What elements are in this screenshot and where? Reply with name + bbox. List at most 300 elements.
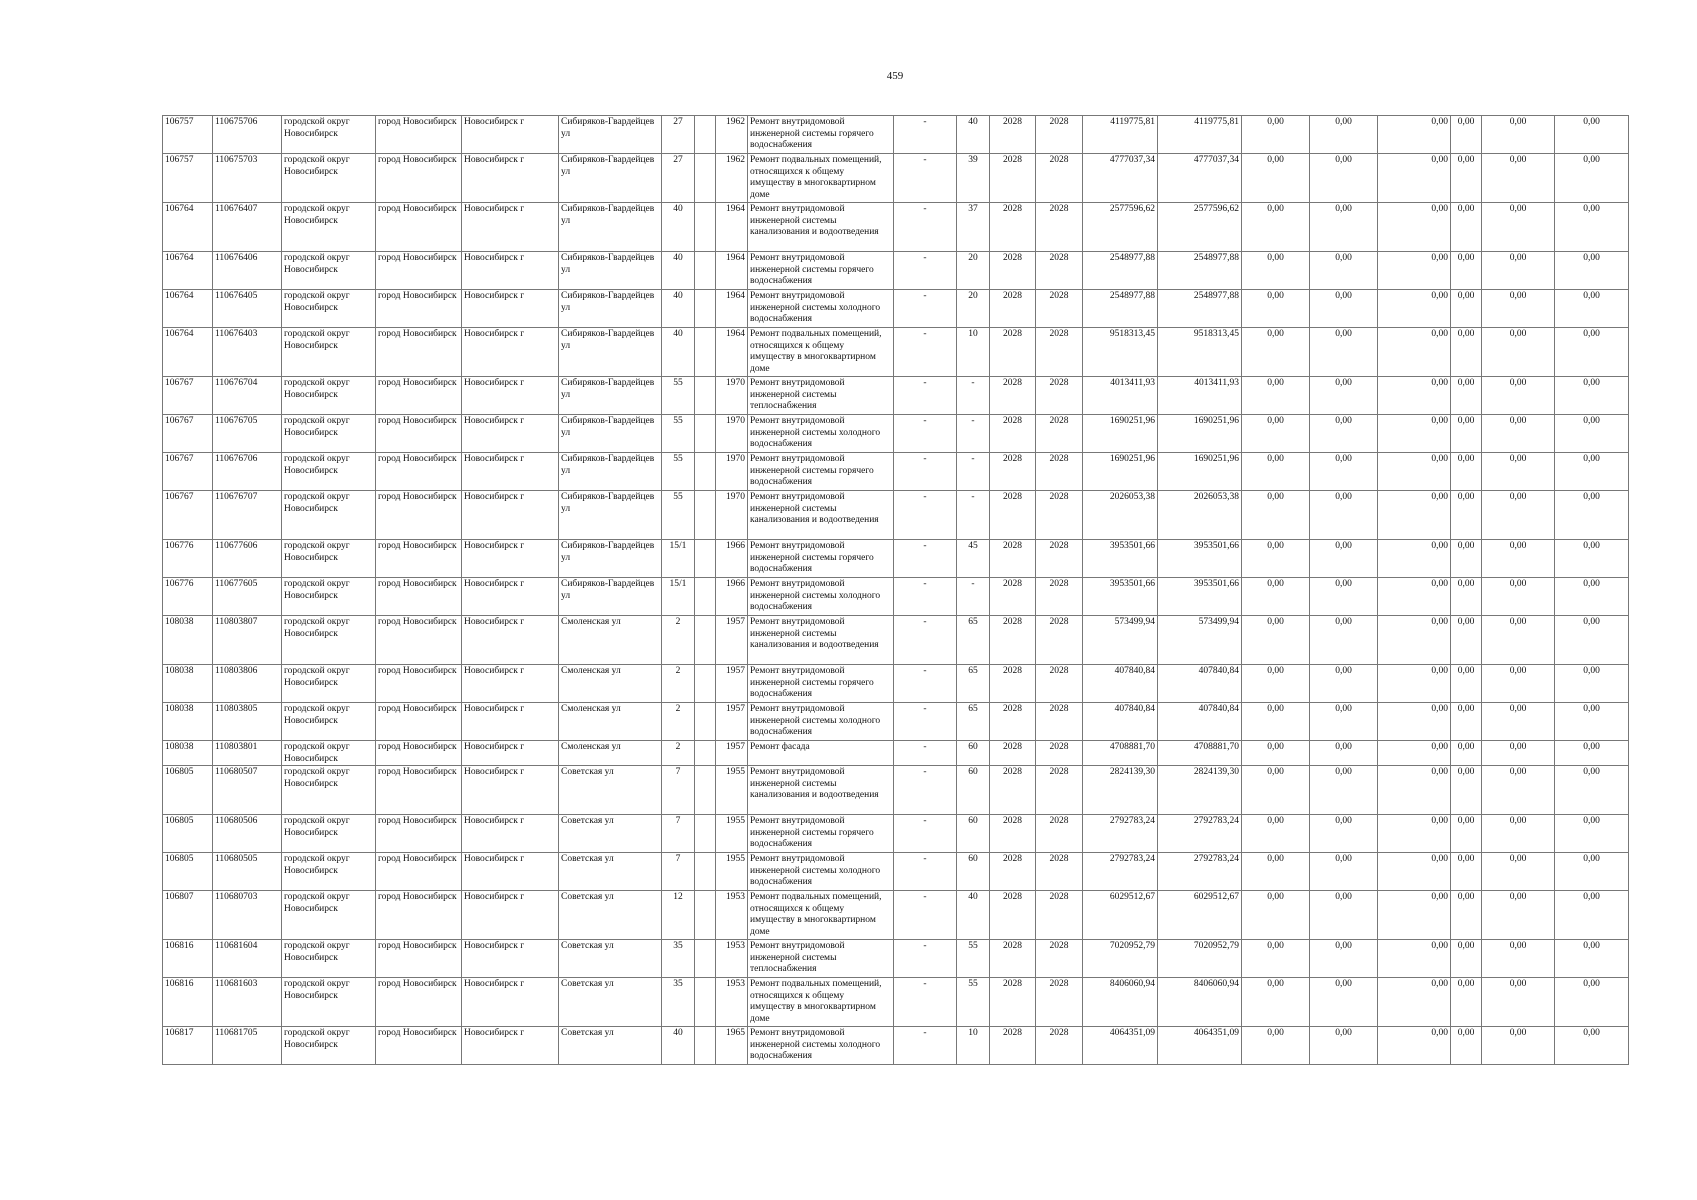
cost-c19-cell: 0,00 — [1378, 328, 1451, 377]
municipal-district-cell: городской округ Новосибирск — [282, 154, 376, 203]
year-end-cell: 2028 — [1036, 616, 1083, 665]
house-number-cell: 7 — [662, 766, 695, 815]
col11-cell: - — [894, 540, 957, 578]
year-start-cell: 2028 — [990, 1027, 1036, 1065]
house-number-cell: 27 — [662, 154, 695, 203]
locality-cell: Новосибирск г — [462, 203, 559, 252]
work-type-cell: Ремонт подвальных помещений, относящихся к общему имуществу в многоквартирном доме — [748, 328, 894, 377]
building-cell — [695, 741, 716, 766]
municipal-district-cell: городской округ Новосибирск — [282, 978, 376, 1027]
street-cell: Сибиряков-Гвардейцев ул — [559, 290, 662, 328]
house-id-cell: 106764 — [163, 290, 213, 328]
street-cell: Сибиряков-Гвардейцев ул — [559, 491, 662, 540]
settlement-cell: город Новосибирск — [376, 978, 462, 1027]
building-cell — [695, 665, 716, 703]
cost-total-cell: 6029512,67 — [1083, 891, 1158, 940]
cost-c20-cell: 0,00 — [1451, 741, 1482, 766]
year-start-cell: 2028 — [990, 540, 1036, 578]
building-cell — [695, 453, 716, 491]
cost-total-cell: 3953501,66 — [1083, 540, 1158, 578]
building-cell — [695, 154, 716, 203]
cost-fund-cell: 6029512,67 — [1158, 891, 1242, 940]
settlement-cell: город Новосибирск — [376, 203, 462, 252]
year-end-cell: 2028 — [1036, 453, 1083, 491]
year-start-cell: 2028 — [990, 203, 1036, 252]
cost-c20-cell: 0,00 — [1451, 540, 1482, 578]
col11-cell: - — [894, 377, 957, 415]
year-built-cell: 1964 — [716, 252, 748, 290]
cost-c22-cell: 0,00 — [1555, 1027, 1629, 1065]
building-cell — [695, 377, 716, 415]
work-type-cell: Ремонт внутридомовой инженерной системы горячего водоснабжения — [748, 116, 894, 154]
cost-fund-cell: 573499,94 — [1158, 616, 1242, 665]
cost-c18-cell: 0,00 — [1310, 665, 1378, 703]
work-type-cell: Ремонт внутридомовой инженерной системы канализования и водоотведения — [748, 616, 894, 665]
house-id-cell: 106805 — [163, 853, 213, 891]
work-type-cell: Ремонт внутридомовой инженерной системы холодного водоснабжения — [748, 290, 894, 328]
cost-c20-cell: 0,00 — [1451, 290, 1482, 328]
locality-cell: Новосибирск г — [462, 491, 559, 540]
cost-c17-cell: 0,00 — [1242, 377, 1310, 415]
work-id-cell: 110680505 — [213, 853, 282, 891]
work-type-cell: Ремонт внутридомовой инженерной системы горячего водоснабжения — [748, 665, 894, 703]
year-end-cell: 2028 — [1036, 252, 1083, 290]
settlement-cell: город Новосибирск — [376, 1027, 462, 1065]
col11-cell: - — [894, 766, 957, 815]
building-cell — [695, 616, 716, 665]
cost-c20-cell: 0,00 — [1451, 328, 1482, 377]
year-built-cell: 1957 — [716, 703, 748, 741]
settlement-cell: город Новосибирск — [376, 766, 462, 815]
table-row — [163, 491, 1629, 540]
cost-c17-cell: 0,00 — [1242, 154, 1310, 203]
house-number-cell: 2 — [662, 616, 695, 665]
work-id-cell: 110676406 — [213, 252, 282, 290]
cost-c22-cell: 0,00 — [1555, 290, 1629, 328]
wear-percent-cell: 45 — [957, 540, 990, 578]
cost-c19-cell: 0,00 — [1378, 1027, 1451, 1065]
settlement-cell: город Новосибирск — [376, 377, 462, 415]
year-end-cell: 2028 — [1036, 703, 1083, 741]
repair-schedule-table — [162, 115, 1629, 1065]
municipal-district-cell: городской округ Новосибирск — [282, 891, 376, 940]
cost-c18-cell: 0,00 — [1310, 853, 1378, 891]
street-cell: Советская ул — [559, 978, 662, 1027]
cost-c18-cell: 0,00 — [1310, 891, 1378, 940]
cost-fund-cell: 4013411,93 — [1158, 377, 1242, 415]
work-id-cell: 110676706 — [213, 453, 282, 491]
year-start-cell: 2028 — [990, 377, 1036, 415]
cost-total-cell: 2792783,24 — [1083, 815, 1158, 853]
settlement-cell: город Новосибирск — [376, 741, 462, 766]
cost-fund-cell: 4064351,09 — [1158, 1027, 1242, 1065]
municipal-district-cell: городской округ Новосибирск — [282, 415, 376, 453]
wear-percent-cell: - — [957, 415, 990, 453]
locality-cell: Новосибирск г — [462, 290, 559, 328]
street-cell: Смоленская ул — [559, 703, 662, 741]
municipal-district-cell: городской округ Новосибирск — [282, 252, 376, 290]
work-id-cell: 110803807 — [213, 616, 282, 665]
year-built-cell: 1966 — [716, 578, 748, 616]
wear-percent-cell: - — [957, 453, 990, 491]
cost-c21-cell: 0,00 — [1482, 415, 1555, 453]
cost-c19-cell: 0,00 — [1378, 891, 1451, 940]
building-cell — [695, 578, 716, 616]
year-end-cell: 2028 — [1036, 766, 1083, 815]
street-cell: Советская ул — [559, 940, 662, 978]
work-id-cell: 110675703 — [213, 154, 282, 203]
table-row — [163, 578, 1629, 616]
cost-c17-cell: 0,00 — [1242, 741, 1310, 766]
house-number-cell: 7 — [662, 853, 695, 891]
cost-c18-cell: 0,00 — [1310, 616, 1378, 665]
work-id-cell: 110680507 — [213, 766, 282, 815]
cost-c22-cell: 0,00 — [1555, 891, 1629, 940]
wear-percent-cell: 10 — [957, 328, 990, 377]
settlement-cell: город Новосибирск — [376, 154, 462, 203]
work-type-cell: Ремонт подвальных помещений, относящихся к общему имуществу в многоквартирном доме — [748, 978, 894, 1027]
cost-c20-cell: 0,00 — [1451, 815, 1482, 853]
house-id-cell: 106767 — [163, 491, 213, 540]
cost-fund-cell: 4119775,81 — [1158, 116, 1242, 154]
wear-percent-cell: - — [957, 578, 990, 616]
cost-c18-cell: 0,00 — [1310, 703, 1378, 741]
year-start-cell: 2028 — [990, 154, 1036, 203]
col11-cell: - — [894, 578, 957, 616]
year-start-cell: 2028 — [990, 578, 1036, 616]
work-type-cell: Ремонт внутридомовой инженерной системы холодного водоснабжения — [748, 578, 894, 616]
cost-c18-cell: 0,00 — [1310, 578, 1378, 616]
house-id-cell: 106764 — [163, 328, 213, 377]
street-cell: Смоленская ул — [559, 665, 662, 703]
cost-c17-cell: 0,00 — [1242, 203, 1310, 252]
settlement-cell: город Новосибирск — [376, 415, 462, 453]
cost-c21-cell: 0,00 — [1482, 290, 1555, 328]
work-type-cell: Ремонт подвальных помещений, относящихся к общему имуществу в многоквартирном доме — [748, 891, 894, 940]
cost-fund-cell: 3953501,66 — [1158, 578, 1242, 616]
cost-total-cell: 2577596,62 — [1083, 203, 1158, 252]
house-id-cell: 106757 — [163, 116, 213, 154]
cost-c21-cell: 0,00 — [1482, 766, 1555, 815]
cost-c22-cell: 0,00 — [1555, 377, 1629, 415]
col11-cell: - — [894, 853, 957, 891]
cost-c18-cell: 0,00 — [1310, 978, 1378, 1027]
cost-fund-cell: 4708881,70 — [1158, 741, 1242, 766]
work-id-cell: 110675706 — [213, 116, 282, 154]
col11-cell: - — [894, 415, 957, 453]
work-type-cell: Ремонт внутридомовой инженерной системы горячего водоснабжения — [748, 453, 894, 491]
table-row — [163, 616, 1629, 665]
settlement-cell: город Новосибирск — [376, 290, 462, 328]
wear-percent-cell: - — [957, 491, 990, 540]
cost-c20-cell: 0,00 — [1451, 665, 1482, 703]
work-type-cell: Ремонт внутридомовой инженерной системы теплоснабжения — [748, 377, 894, 415]
year-end-cell: 2028 — [1036, 1027, 1083, 1065]
year-built-cell: 1964 — [716, 203, 748, 252]
cost-c20-cell: 0,00 — [1451, 1027, 1482, 1065]
table-row — [163, 540, 1629, 578]
municipal-district-cell: городской округ Новосибирск — [282, 203, 376, 252]
table-row — [163, 703, 1629, 741]
year-end-cell: 2028 — [1036, 154, 1083, 203]
wear-percent-cell: 65 — [957, 703, 990, 741]
year-end-cell: 2028 — [1036, 328, 1083, 377]
building-cell — [695, 766, 716, 815]
wear-percent-cell: 10 — [957, 1027, 990, 1065]
year-end-cell: 2028 — [1036, 116, 1083, 154]
cost-c20-cell: 0,00 — [1451, 616, 1482, 665]
year-end-cell: 2028 — [1036, 815, 1083, 853]
municipal-district-cell: городской округ Новосибирск — [282, 540, 376, 578]
table-row — [163, 1027, 1629, 1065]
street-cell: Сибиряков-Гвардейцев ул — [559, 252, 662, 290]
house-number-cell: 12 — [662, 891, 695, 940]
cost-total-cell: 4708881,70 — [1083, 741, 1158, 766]
table-row — [163, 290, 1629, 328]
cost-c17-cell: 0,00 — [1242, 891, 1310, 940]
cost-total-cell: 4013411,93 — [1083, 377, 1158, 415]
cost-c18-cell: 0,00 — [1310, 116, 1378, 154]
col11-cell: - — [894, 491, 957, 540]
cost-c17-cell: 0,00 — [1242, 766, 1310, 815]
house-number-cell: 40 — [662, 203, 695, 252]
house-id-cell: 106767 — [163, 415, 213, 453]
building-cell — [695, 203, 716, 252]
cost-c20-cell: 0,00 — [1451, 116, 1482, 154]
year-end-cell: 2028 — [1036, 665, 1083, 703]
cost-c21-cell: 0,00 — [1482, 252, 1555, 290]
house-number-cell: 7 — [662, 815, 695, 853]
municipal-district-cell: городской округ Новосибирск — [282, 766, 376, 815]
house-number-cell: 2 — [662, 741, 695, 766]
house-id-cell: 108038 — [163, 616, 213, 665]
house-id-cell: 106767 — [163, 453, 213, 491]
work-id-cell: 110677606 — [213, 540, 282, 578]
work-id-cell: 110681603 — [213, 978, 282, 1027]
table-row — [163, 978, 1629, 1027]
work-id-cell: 110676407 — [213, 203, 282, 252]
cost-c18-cell: 0,00 — [1310, 741, 1378, 766]
cost-c20-cell: 0,00 — [1451, 978, 1482, 1027]
settlement-cell: город Новосибирск — [376, 491, 462, 540]
municipal-district-cell: городской округ Новосибирск — [282, 703, 376, 741]
house-number-cell: 55 — [662, 415, 695, 453]
municipal-district-cell: городской округ Новосибирск — [282, 377, 376, 415]
year-start-cell: 2028 — [990, 703, 1036, 741]
house-id-cell: 106767 — [163, 377, 213, 415]
street-cell: Советская ул — [559, 853, 662, 891]
table-row — [163, 203, 1629, 252]
cost-c21-cell: 0,00 — [1482, 116, 1555, 154]
year-start-cell: 2028 — [990, 252, 1036, 290]
wear-percent-cell: 40 — [957, 116, 990, 154]
building-cell — [695, 978, 716, 1027]
cost-c19-cell: 0,00 — [1378, 203, 1451, 252]
work-type-cell: Ремонт внутридомовой инженерной системы холодного водоснабжения — [748, 1027, 894, 1065]
settlement-cell: город Новосибирск — [376, 540, 462, 578]
settlement-cell: город Новосибирск — [376, 703, 462, 741]
year-end-cell: 2028 — [1036, 377, 1083, 415]
cost-c17-cell: 0,00 — [1242, 453, 1310, 491]
house-number-cell: 40 — [662, 290, 695, 328]
building-cell — [695, 491, 716, 540]
cost-c20-cell: 0,00 — [1451, 154, 1482, 203]
building-cell — [695, 328, 716, 377]
cost-fund-cell: 2792783,24 — [1158, 815, 1242, 853]
year-end-cell: 2028 — [1036, 891, 1083, 940]
cost-c20-cell: 0,00 — [1451, 491, 1482, 540]
house-id-cell: 108038 — [163, 665, 213, 703]
year-start-cell: 2028 — [990, 940, 1036, 978]
table-row — [163, 415, 1629, 453]
cost-c22-cell: 0,00 — [1555, 453, 1629, 491]
work-id-cell: 110681604 — [213, 940, 282, 978]
cost-c19-cell: 0,00 — [1378, 665, 1451, 703]
cost-c18-cell: 0,00 — [1310, 453, 1378, 491]
work-id-cell: 110803806 — [213, 665, 282, 703]
year-built-cell: 1970 — [716, 377, 748, 415]
year-built-cell: 1953 — [716, 940, 748, 978]
cost-c19-cell: 0,00 — [1378, 415, 1451, 453]
cost-c17-cell: 0,00 — [1242, 665, 1310, 703]
year-end-cell: 2028 — [1036, 741, 1083, 766]
cost-c21-cell: 0,00 — [1482, 453, 1555, 491]
cost-c19-cell: 0,00 — [1378, 453, 1451, 491]
street-cell: Сибиряков-Гвардейцев ул — [559, 377, 662, 415]
year-end-cell: 2028 — [1036, 415, 1083, 453]
col11-cell: - — [894, 940, 957, 978]
house-id-cell: 108038 — [163, 703, 213, 741]
locality-cell: Новосибирск г — [462, 377, 559, 415]
locality-cell: Новосибирск г — [462, 540, 559, 578]
street-cell: Сибиряков-Гвардейцев ул — [559, 453, 662, 491]
cost-c17-cell: 0,00 — [1242, 703, 1310, 741]
year-start-cell: 2028 — [990, 853, 1036, 891]
cost-fund-cell: 2548977,88 — [1158, 252, 1242, 290]
cost-c19-cell: 0,00 — [1378, 766, 1451, 815]
building-cell — [695, 290, 716, 328]
wear-percent-cell: 65 — [957, 665, 990, 703]
house-number-cell: 55 — [662, 377, 695, 415]
cost-c21-cell: 0,00 — [1482, 578, 1555, 616]
cost-c22-cell: 0,00 — [1555, 703, 1629, 741]
year-built-cell: 1970 — [716, 415, 748, 453]
cost-c20-cell: 0,00 — [1451, 453, 1482, 491]
work-id-cell: 110676405 — [213, 290, 282, 328]
settlement-cell: город Новосибирск — [376, 891, 462, 940]
wear-percent-cell: 39 — [957, 154, 990, 203]
cost-c19-cell: 0,00 — [1378, 154, 1451, 203]
building-cell — [695, 540, 716, 578]
house-id-cell: 106805 — [163, 766, 213, 815]
cost-c19-cell: 0,00 — [1378, 290, 1451, 328]
house-number-cell: 27 — [662, 116, 695, 154]
cost-c21-cell: 0,00 — [1482, 203, 1555, 252]
cost-c17-cell: 0,00 — [1242, 415, 1310, 453]
street-cell: Сибиряков-Гвардейцев ул — [559, 154, 662, 203]
settlement-cell: город Новосибирск — [376, 665, 462, 703]
cost-fund-cell: 407840,84 — [1158, 665, 1242, 703]
wear-percent-cell: 65 — [957, 616, 990, 665]
settlement-cell: город Новосибирск — [376, 616, 462, 665]
col11-cell: - — [894, 116, 957, 154]
cost-c21-cell: 0,00 — [1482, 154, 1555, 203]
street-cell: Сибиряков-Гвардейцев ул — [559, 116, 662, 154]
municipal-district-cell: городской округ Новосибирск — [282, 853, 376, 891]
locality-cell: Новосибирск г — [462, 815, 559, 853]
wear-percent-cell: 40 — [957, 891, 990, 940]
house-number-cell: 35 — [662, 940, 695, 978]
wear-percent-cell: 55 — [957, 940, 990, 978]
cost-c19-cell: 0,00 — [1378, 741, 1451, 766]
house-id-cell: 106816 — [163, 978, 213, 1027]
cost-total-cell: 3953501,66 — [1083, 578, 1158, 616]
cost-c21-cell: 0,00 — [1482, 891, 1555, 940]
wear-percent-cell: 60 — [957, 766, 990, 815]
cost-fund-cell: 407840,84 — [1158, 703, 1242, 741]
year-start-cell: 2028 — [990, 978, 1036, 1027]
house-number-cell: 2 — [662, 703, 695, 741]
cost-c22-cell: 0,00 — [1555, 616, 1629, 665]
locality-cell: Новосибирск г — [462, 853, 559, 891]
work-id-cell: 110680703 — [213, 891, 282, 940]
year-built-cell: 1965 — [716, 1027, 748, 1065]
cost-fund-cell: 2792783,24 — [1158, 853, 1242, 891]
work-id-cell: 110803801 — [213, 741, 282, 766]
cost-c17-cell: 0,00 — [1242, 578, 1310, 616]
locality-cell: Новосибирск г — [462, 453, 559, 491]
work-type-cell: Ремонт внутридомовой инженерной системы холодного водоснабжения — [748, 415, 894, 453]
year-start-cell: 2028 — [990, 891, 1036, 940]
cost-c18-cell: 0,00 — [1310, 377, 1378, 415]
wear-percent-cell: 60 — [957, 853, 990, 891]
cost-fund-cell: 2577596,62 — [1158, 203, 1242, 252]
house-number-cell: 40 — [662, 328, 695, 377]
house-id-cell: 106805 — [163, 815, 213, 853]
col11-cell: - — [894, 252, 957, 290]
settlement-cell: город Новосибирск — [376, 328, 462, 377]
year-built-cell: 1953 — [716, 891, 748, 940]
table-row — [163, 940, 1629, 978]
cost-total-cell: 9518313,45 — [1083, 328, 1158, 377]
cost-c18-cell: 0,00 — [1310, 290, 1378, 328]
municipal-district-cell: городской округ Новосибирск — [282, 453, 376, 491]
wear-percent-cell: 20 — [957, 252, 990, 290]
year-start-cell: 2028 — [990, 453, 1036, 491]
locality-cell: Новосибирск г — [462, 252, 559, 290]
cost-c20-cell: 0,00 — [1451, 415, 1482, 453]
house-number-cell: 35 — [662, 978, 695, 1027]
year-built-cell: 1970 — [716, 453, 748, 491]
building-cell — [695, 415, 716, 453]
cost-c22-cell: 0,00 — [1555, 252, 1629, 290]
work-id-cell: 110677605 — [213, 578, 282, 616]
year-end-cell: 2028 — [1036, 978, 1083, 1027]
cost-c22-cell: 0,00 — [1555, 665, 1629, 703]
table-row — [163, 853, 1629, 891]
house-number-cell: 15/1 — [662, 578, 695, 616]
work-type-cell: Ремонт внутридомовой инженерной системы канализования и водоотведения — [748, 766, 894, 815]
house-id-cell: 108038 — [163, 741, 213, 766]
cost-c17-cell: 0,00 — [1242, 116, 1310, 154]
cost-c21-cell: 0,00 — [1482, 741, 1555, 766]
cost-c17-cell: 0,00 — [1242, 491, 1310, 540]
cost-c19-cell: 0,00 — [1378, 940, 1451, 978]
cost-c19-cell: 0,00 — [1378, 578, 1451, 616]
cost-c17-cell: 0,00 — [1242, 540, 1310, 578]
cost-c20-cell: 0,00 — [1451, 703, 1482, 741]
year-start-cell: 2028 — [990, 665, 1036, 703]
